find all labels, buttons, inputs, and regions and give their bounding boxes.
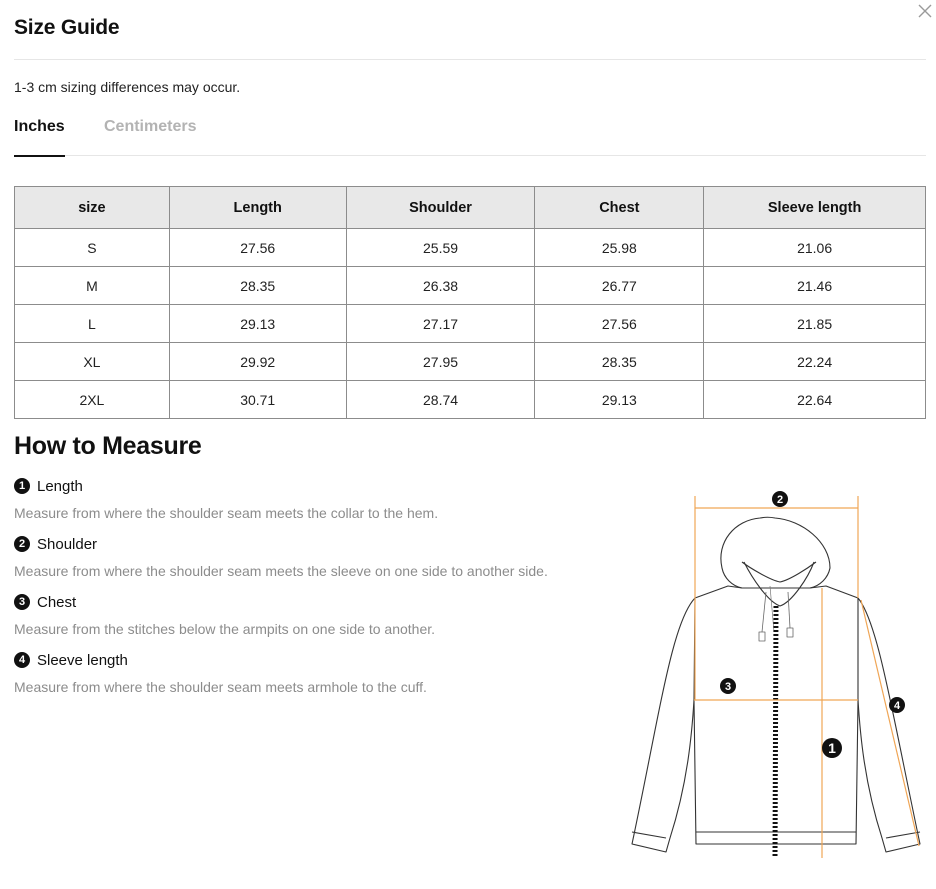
table-cell: 27.56 bbox=[535, 305, 704, 343]
sizing-note: 1-3 cm sizing differences may occur. bbox=[14, 79, 241, 95]
table-row bbox=[15, 267, 926, 305]
how-to-measure-title: How to Measure bbox=[14, 432, 202, 460]
table-cell: XL bbox=[15, 343, 170, 381]
measure-list bbox=[14, 476, 614, 708]
modal-header bbox=[14, 0, 926, 60]
measure-label: Sleeve length bbox=[37, 651, 128, 669]
number-badge: 4 bbox=[14, 652, 30, 668]
table-cell: 29.13 bbox=[169, 305, 346, 343]
column-header: Chest bbox=[535, 187, 704, 229]
table-cell: 27.56 bbox=[169, 229, 346, 267]
table-cell: 29.13 bbox=[535, 381, 704, 419]
marker-3-label: 3 bbox=[724, 681, 732, 693]
number-badge: 2 bbox=[14, 536, 30, 552]
table-cell: 28.35 bbox=[169, 267, 346, 305]
table-cell: L bbox=[15, 305, 170, 343]
table-cell: 2XL bbox=[15, 381, 170, 419]
table-cell: 25.59 bbox=[346, 229, 535, 267]
hoodie-measurement-diagram bbox=[620, 482, 932, 866]
table-row bbox=[15, 229, 926, 267]
table-cell: 27.95 bbox=[346, 343, 535, 381]
marker-2-label: 2 bbox=[776, 494, 784, 506]
measure-label: Chest bbox=[37, 593, 77, 611]
table-row bbox=[15, 305, 926, 343]
measure-description: Measure from the stitches below the armpits on one side to another. bbox=[14, 621, 436, 637]
table-header-row bbox=[15, 187, 926, 229]
table-row bbox=[15, 343, 926, 381]
table-cell: 27.17 bbox=[346, 305, 535, 343]
table-cell: 28.35 bbox=[535, 343, 704, 381]
close-icon[interactable] bbox=[916, 2, 934, 20]
column-header: Sleeve length bbox=[704, 187, 926, 229]
measure-label: Shoulder bbox=[37, 535, 98, 553]
measure-description: Measure from where the shoulder seam meets the sleeve on one side to another side. bbox=[14, 563, 548, 579]
table-cell: S bbox=[15, 229, 170, 267]
column-header: Length bbox=[169, 187, 346, 229]
sleeve-line bbox=[861, 600, 919, 846]
measure-description: Measure from where the shoulder seam meets armhole to the cuff. bbox=[14, 679, 427, 695]
table-row bbox=[15, 381, 926, 419]
measure-item-shoulder bbox=[14, 534, 614, 592]
tab-inches[interactable]: Inches bbox=[14, 118, 65, 156]
table-cell: 25.98 bbox=[535, 229, 704, 267]
column-header: Shoulder bbox=[346, 187, 535, 229]
table-cell: 21.85 bbox=[704, 305, 926, 343]
measure-item-chest bbox=[14, 592, 614, 650]
measure-markers bbox=[720, 491, 905, 758]
hoodie-illustration bbox=[620, 482, 932, 866]
measure-item-sleeve-length bbox=[14, 650, 614, 708]
column-header: size bbox=[15, 187, 170, 229]
table-cell: 29.92 bbox=[169, 343, 346, 381]
table-cell: 21.06 bbox=[704, 229, 926, 267]
unit-tabs bbox=[14, 110, 926, 156]
table-cell: 26.77 bbox=[535, 267, 704, 305]
table-cell: 21.46 bbox=[704, 267, 926, 305]
measure-label: Length bbox=[37, 477, 83, 495]
table-cell: 30.71 bbox=[169, 381, 346, 419]
number-badge: 3 bbox=[14, 594, 30, 610]
measure-description: Measure from where the shoulder seam meets the collar to the hem. bbox=[14, 505, 439, 521]
table-cell: 22.64 bbox=[704, 381, 926, 419]
marker-1-label: 1 bbox=[828, 740, 836, 756]
hoodie-outline bbox=[632, 517, 920, 852]
measure-item-length bbox=[14, 476, 614, 534]
zipper bbox=[775, 606, 776, 858]
modal-title: Size Guide bbox=[14, 16, 120, 39]
number-badge: 1 bbox=[14, 478, 30, 494]
table-cell: 28.74 bbox=[346, 381, 535, 419]
table-cell: M bbox=[15, 267, 170, 305]
marker-4-label: 4 bbox=[893, 700, 901, 712]
table-cell: 22.24 bbox=[704, 343, 926, 381]
size-table bbox=[14, 186, 926, 419]
table-cell: 26.38 bbox=[346, 267, 535, 305]
tab-centimeters[interactable]: Centimeters bbox=[104, 118, 197, 135]
